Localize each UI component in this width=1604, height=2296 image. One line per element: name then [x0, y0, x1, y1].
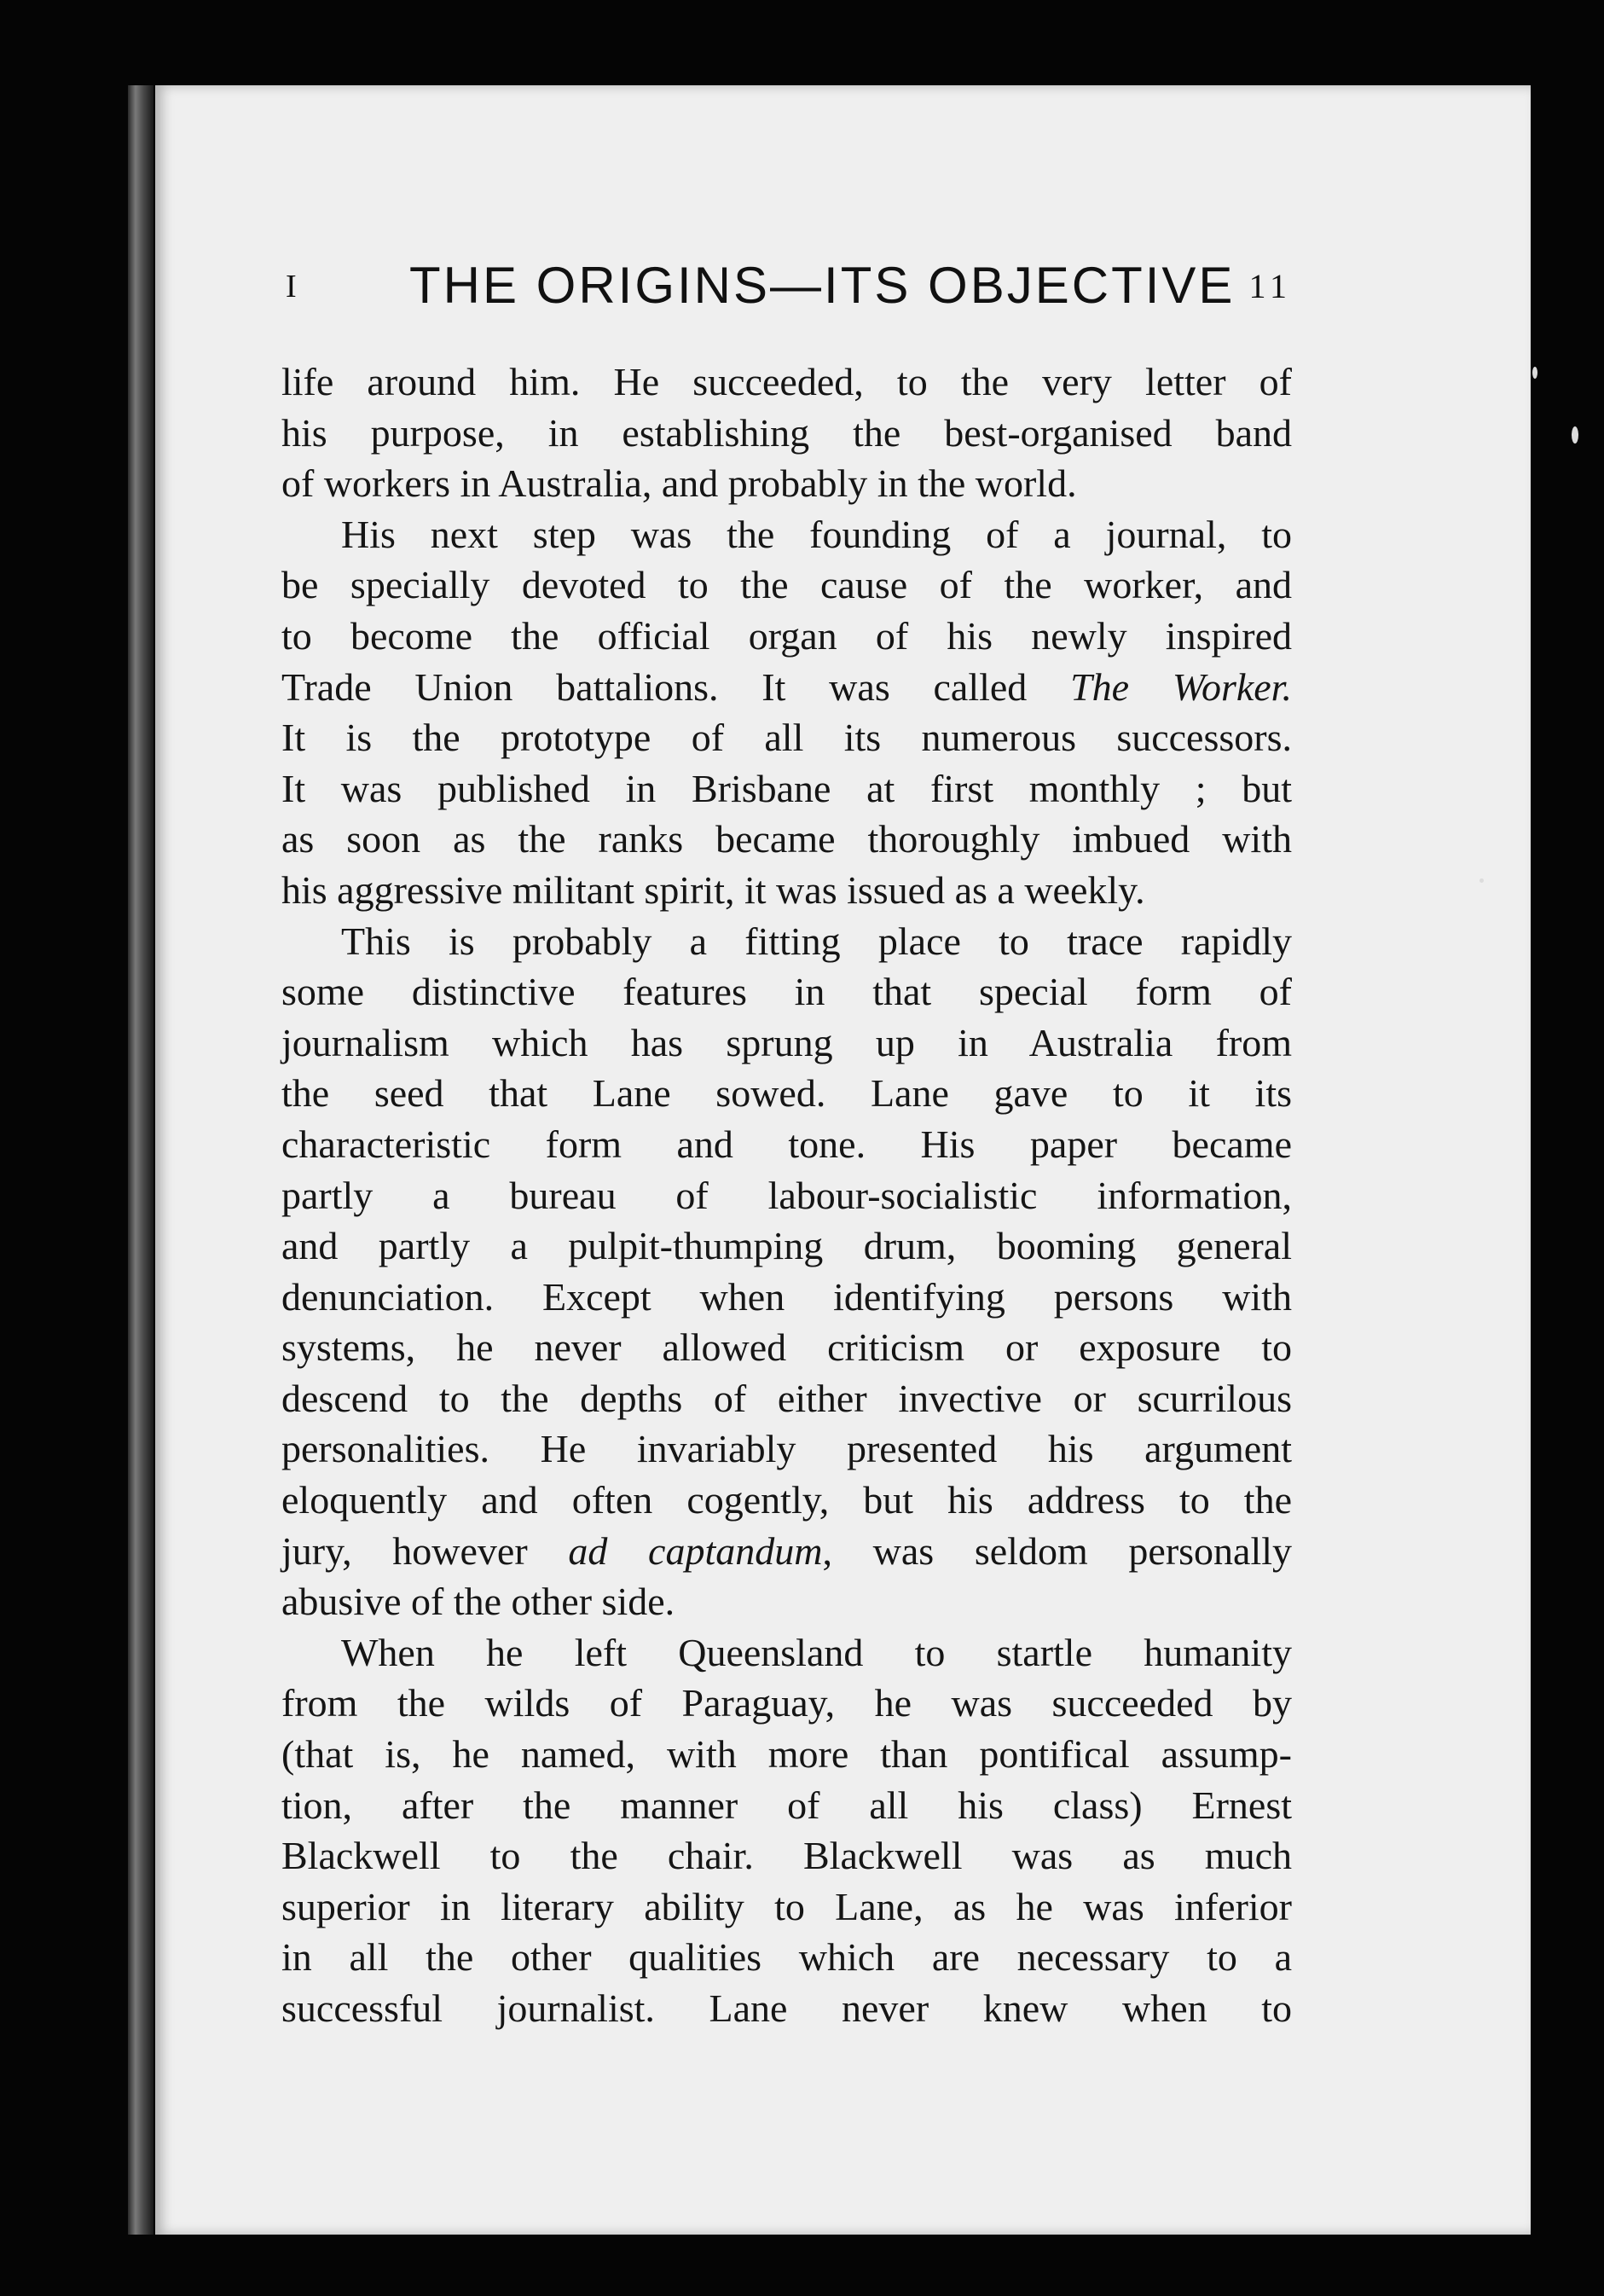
text-segment: , was seldom personally	[822, 1528, 1293, 1573]
text-segment: This is probably a fitting place to trace rapidly	[341, 919, 1292, 963]
text-line	[281, 1830, 1292, 1881]
text-segment: from the wilds of Paraguay, he was succeeded by	[281, 1681, 1292, 1725]
text-segment: jury, however	[281, 1528, 569, 1573]
text-segment: (that is, he named, with more than pontifical assump-	[281, 1732, 1292, 1777]
text-line	[281, 1272, 1292, 1323]
text-segment: When he left Queensland to startle humanity	[341, 1630, 1292, 1674]
text-segment: personalities. He invariably presented his argument	[281, 1427, 1292, 1471]
text-line	[281, 763, 1292, 815]
text-segment: denunciation. Except when identifying persons with	[281, 1274, 1292, 1319]
text-line	[281, 966, 1292, 1018]
text-segment: in all the other qualities which are necessary to a	[281, 1935, 1292, 1980]
text-segment: descend to the depths of either invective or scurrilous	[281, 1376, 1292, 1420]
text-segment: his aggressive militant spirit, it was issued as a weekly.	[281, 867, 1145, 912]
text-line	[281, 1729, 1292, 1780]
text-line	[281, 1119, 1292, 1170]
running-head-chapter-mark: I	[286, 269, 297, 304]
text-line	[281, 1373, 1292, 1424]
text-segment: as soon as the ranks became thoroughly imbued with	[281, 817, 1292, 861]
text-segment: to become the official organ of his newly inspired	[281, 613, 1292, 658]
text-line	[281, 611, 1292, 662]
scan-speck	[1572, 426, 1578, 444]
text-line	[281, 1780, 1292, 1831]
text-line	[281, 1576, 1292, 1627]
text-line	[281, 1627, 1292, 1679]
scan-speck	[1532, 367, 1537, 379]
text-segment: the seed that Lane sowed. Lane gave to it its	[281, 1071, 1292, 1116]
text-line	[281, 1881, 1292, 1933]
text-line	[281, 1526, 1292, 1577]
text-line	[281, 916, 1292, 967]
text-line	[281, 1018, 1292, 1069]
text-line	[281, 560, 1292, 611]
text-line	[281, 1220, 1292, 1272]
text-segment: abusive of the other side.	[281, 1580, 675, 1624]
text-line	[281, 509, 1292, 560]
text-line	[281, 1322, 1292, 1373]
text-segment: His next step was the founding of a journal, to	[341, 512, 1292, 556]
text-segment: Blackwell to the chair. Blackwell was as much	[281, 1834, 1292, 1878]
text-line	[281, 1068, 1292, 1119]
text-line	[281, 1170, 1292, 1221]
text-segment: eloquently and often cogently, but his address to the	[281, 1478, 1292, 1522]
text-line	[281, 1678, 1292, 1729]
text-line	[281, 662, 1292, 713]
text-line	[281, 865, 1292, 916]
text-segment: characteristic form and tone. His paper became	[281, 1122, 1292, 1166]
text-line	[281, 1475, 1292, 1526]
text-line	[281, 814, 1292, 865]
text-segment: tion, after the manner of all his class) Ernest	[281, 1783, 1292, 1827]
text-line	[281, 458, 1292, 509]
scan-speck	[1480, 878, 1484, 883]
page-number: 11	[1248, 267, 1292, 305]
text-line	[281, 1932, 1292, 1983]
text-segment: journalism which has sprung up in Australia from	[281, 1020, 1292, 1064]
text-segment: It is the prototype of all its numerous successors.	[281, 716, 1292, 760]
italic-text: The Worker.	[1070, 664, 1292, 709]
text-segment: be specially devoted to the cause of the worker, and	[281, 563, 1292, 607]
text-line	[281, 1423, 1292, 1475]
text-segment: superior in literary ability to Lane, as he was inferior	[281, 1884, 1292, 1928]
text-segment: successful journalist. Lane never knew when to	[281, 1986, 1292, 2030]
text-segment: some distinctive features in that special form of	[281, 970, 1292, 1014]
text-line	[281, 712, 1292, 763]
binding-edge	[128, 85, 153, 2235]
text-segment: life around him. He succeeded, to the very letter of	[281, 360, 1292, 403]
text-line	[281, 1983, 1292, 2034]
text-segment: of workers in Australia, and probably in the world.	[281, 461, 1077, 506]
text-segment: Trade Union battalions. It was called	[281, 664, 1071, 709]
text-segment: systems, he never allowed criticism or exposure to	[281, 1325, 1292, 1370]
text-segment: and partly a pulpit-thumping drum, booming general	[281, 1224, 1292, 1268]
text-line	[281, 357, 1292, 408]
italic-text: ad captandum	[568, 1528, 823, 1573]
running-head	[281, 256, 1292, 324]
body-text	[281, 357, 1292, 2034]
text-segment: partly a bureau of labour-socialistic information,	[281, 1173, 1292, 1217]
running-head-title: THE ORIGINS—ITS OBJECTIVE	[409, 257, 1236, 314]
text-segment: his purpose, in establishing the best-organised band	[281, 410, 1292, 455]
text-line	[281, 408, 1292, 459]
text-segment: It was published in Brisbane at first monthly ; but	[281, 766, 1292, 810]
